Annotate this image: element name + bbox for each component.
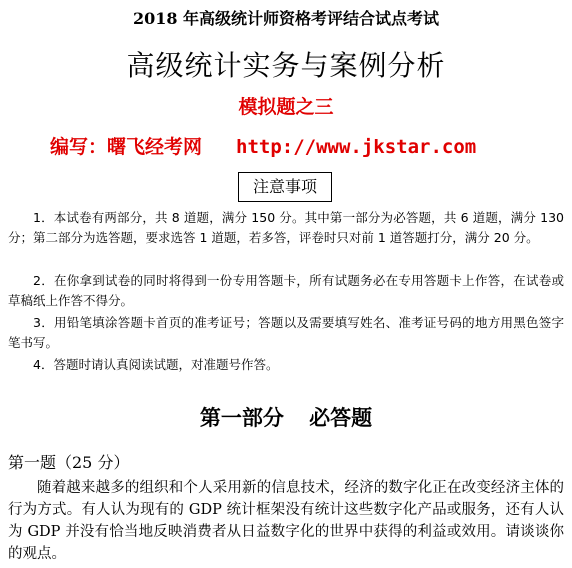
notice-item-4: 4．答题时请认真阅读试题，对准题号作答。 xyxy=(33,357,279,372)
website-url[interactable]: http://www.jkstar.com xyxy=(236,136,477,158)
notice-item-3: 3．用铅笔填涂答题卡首页的准考证号；答题以及需要填写姓名、准考证号码的地方用黑色签字笔书写。 xyxy=(8,315,564,350)
notice-title: 注意事项 xyxy=(238,172,332,202)
part-one-heading: 第一部分 必答题 xyxy=(199,405,373,430)
author-line xyxy=(50,132,476,159)
exam-title: 2018 年高级统计师资格考评结合试点考试 xyxy=(132,9,440,28)
question-1-heading: 第一题（25 分） xyxy=(8,453,130,472)
notice-item-2: 2．在你拿到试卷的同时将得到一份专用答题卡，所有试题务必在专用答题卡上作答，在试卷或草稿纸上作答不得分。 xyxy=(8,273,564,308)
question-1-body: 随着越来越多的组织和个人采用新的信息技术，经济的数字化正在改变经济主体的行为方式。有人认为现有的 GDP 统计框架没有统计这些数字化产品或服务，还有人认为 GDP 并没有恰当地反映消费者从日益数字化的世界中获得的利益或效用。请谈谈你的观点。 xyxy=(8,480,564,562)
notice-item-1: 1．本试卷有两部分，共 8 道题，满分 150 分。其中第一部分为必答题，共 6 道题，满分 130 分；第二部分为选答题，要求选答 1 道题，若多答，评卷时只对前 1 道答题打分，满分 20 分。 xyxy=(8,210,564,245)
subject-title: 高级统计实务与案例分析 xyxy=(126,49,446,82)
author-text: 编写：曙飞经考网 xyxy=(50,136,203,158)
mock-exam-label: 模拟题之三 xyxy=(238,96,334,118)
